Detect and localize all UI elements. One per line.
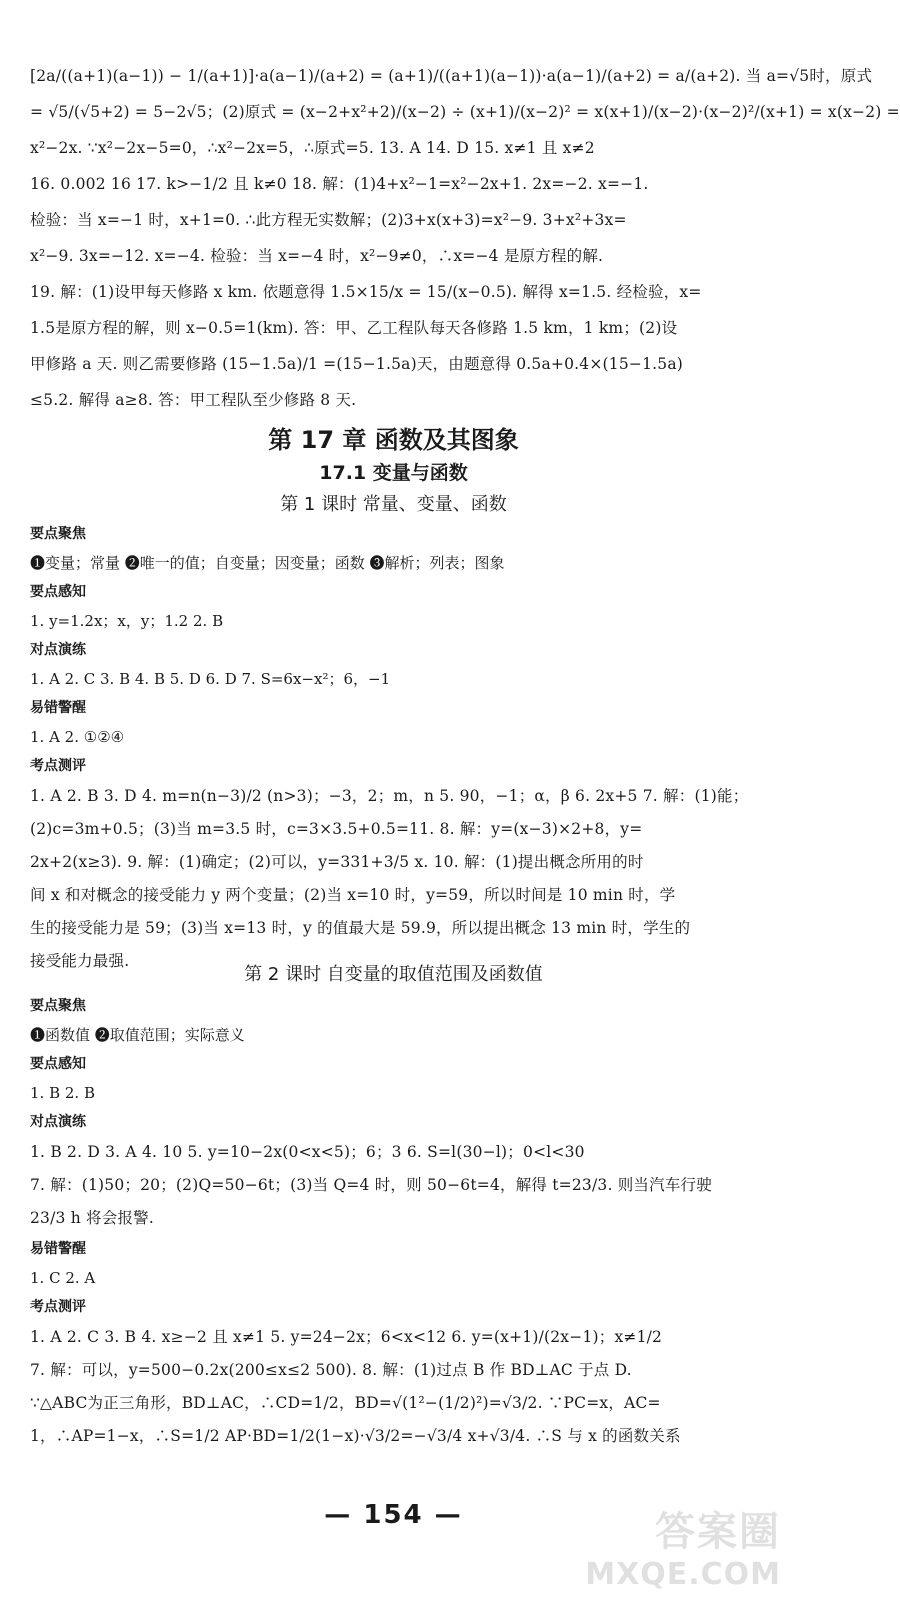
answer-line: 1. A 2. C 3. B 4. x≥−2 且 x≠1 5. y=24−2x；6<x<12 6. y=(x+1)/(2x−1)；x≠1/2	[30, 1328, 663, 1346]
answer-line: = √5/(√5+2) = 5−2√5；(2)原式 = (x−2+x²+2)/(x−2) ÷ (x+1)/(x−2)² = x(x+1)/(x−2)·(x−2)²/(x+1) = x(x−2) =	[30, 103, 900, 121]
answer-line: x²−2x. ∵x²−2x−5=0，∴x²−2x=5，∴原式=5. 13. A 14. D 15. x≠1 且 x≠2	[30, 139, 595, 157]
section-heading: 要点感知	[30, 584, 86, 600]
site-watermark	[585, 1500, 781, 1592]
answer-line: 23/3 h 将会报警.	[30, 1209, 154, 1227]
lesson-title: 第 1 课时 常量、变量、函数	[280, 494, 507, 515]
answer-line: 生的接受能力是 59；(3)当 x=13 时，y 的值最大是 59.9，所以提出概念 13 min 时，学生的	[30, 919, 691, 937]
answer-line: 甲修路 a 天. 则乙需要修路 (15−1.5a)/1 =(15−1.5a)天，由题意得 0.5a+0.4×(15−1.5a)	[30, 355, 684, 373]
chapter-title: 第 17 章 函数及其图象	[268, 426, 519, 454]
watermark-url: MXQE.COM	[585, 1557, 781, 1592]
section-heading: 要点聚焦	[30, 998, 86, 1014]
previous-answers-block	[30, 58, 900, 418]
answer-line: ≤5.2. 解得 a≥8. 答：甲工程队至少修路 8 天.	[30, 391, 357, 409]
answer-line: 1. A 2. B 3. D 4. m=n(n−3)/2 (n>3)；−3，2；m，n 5. 90，−1；α，β 6. 2x+5 7. 解：(1)能；	[30, 787, 749, 805]
answer-line: 19. 解：(1)设甲每天修路 x km. 依题意得 1.5×15/x = 15/(x−0.5). 解得 x=1.5. 经检验，x=	[30, 283, 702, 301]
lesson1-block	[30, 520, 760, 978]
lesson2-block	[30, 992, 760, 1453]
answer-line: ❶变量；常量 ❷唯一的值；自变量；因变量；函数 ❸解析；列表；图象	[30, 554, 505, 572]
answer-line: (2)c=3m+0.5；(3)当 m=3.5 时，c=3×3.5+0.5=11. 8. 解：y=(x−3)×2+8，y=	[30, 820, 643, 838]
answer-line: 1. y=1.2x；x，y；1.2 2. B	[30, 612, 224, 630]
answer-line: 接受能力最强.	[30, 952, 130, 970]
section-heading: 易错警醒	[30, 1241, 86, 1257]
watermark-logo-text: 答案圈	[655, 1509, 781, 1555]
answer-line: 检验：当 x=−1 时，x+1=0. ∴此方程无实数解；(2)3+x(x+3)=x²−9. 3+x²+3x=	[30, 211, 627, 229]
answer-line: 2x+2(x≥3). 9. 解：(1)确定；(2)可以，y=331+3/5 x. 10. 解：(1)提出概念所用的时	[30, 853, 644, 871]
answer-line: 7. 解：可以，y=500−0.2x(200≤x≤2 500). 8. 解：(1)过点 B 作 BD⊥AC 于点 D.	[30, 1361, 632, 1379]
answer-line: 7. 解：(1)50；20；(2)Q=50−6t；(3)当 Q=4 时，则 50−6t=4，解得 t=23/3. 则当汽车行驶	[30, 1176, 712, 1194]
lesson-title: 第 2 课时 自变量的取值范围及函数值	[244, 964, 543, 985]
answer-line: 间 x 和对概念的接受能力 y 两个变量；(2)当 x=10 时，y=59，所以时间是 10 min 时，学	[30, 886, 676, 904]
answer-line: 1. B 2. B	[30, 1084, 95, 1102]
answer-line: 1. A 2. ①②④	[30, 728, 125, 746]
section-heading: 对点演练	[30, 642, 86, 658]
answer-line: 1.5是原方程的解，则 x−0.5=1(km). 答：甲、乙工程队每天各修路 1.5 km，1 km；(2)设	[30, 319, 678, 337]
section-heading: 考点测评	[30, 758, 86, 774]
answer-line: x²−9. 3x=−12. x=−4. 检验：当 x=−4 时，x²−9≠0，∴x=−4 是原方程的解.	[30, 247, 604, 265]
answer-line: [2a/((a+1)(a−1)) − 1/(a+1)]·a(a−1)/(a+2) = (a+1)/((a+1)(a−1))·a(a−1)/(a+2) = a/(a+2). 当 a=√5时，原式	[30, 67, 873, 85]
section-heading: 要点感知	[30, 1056, 86, 1072]
section-title: 17.1 变量与函数	[319, 462, 468, 484]
section-heading: 对点演练	[30, 1114, 86, 1130]
answer-line: ∵△ABC为正三角形，BD⊥AC，∴CD=1/2，BD=√(1²−(1/2)²)=√3/2. ∵PC=x，AC=	[30, 1394, 661, 1412]
page-number: — 154 —	[324, 1500, 463, 1530]
section-heading: 考点测评	[30, 1299, 86, 1315]
answer-line: ❶函数值 ❷取值范围；实际意义	[30, 1026, 245, 1044]
answer-line: 1. C 2. A	[30, 1269, 96, 1287]
section-heading: 易错警醒	[30, 700, 86, 716]
answer-line: 1. A 2. C 3. B 4. B 5. D 6. D 7. S=6x−x²；6，−1	[30, 670, 391, 688]
answer-line: 16. 0.002 16 17. k>−1/2 且 k≠0 18. 解：(1)4+x²−1=x²−2x+1. 2x=−2. x=−1.	[30, 175, 649, 193]
answer-line: 1. B 2. D 3. A 4. 10 5. y=10−2x(0<x<5)；6；3 6. S=l(30−l)；0<l<30	[30, 1143, 585, 1161]
answer-line: 1，∴AP=1−x，∴S=1/2 AP·BD=1/2(1−x)·√3/2=−√3/4 x+√3/4. ∴S 与 x 的函数关系	[30, 1427, 681, 1445]
section-heading: 要点聚焦	[30, 526, 86, 542]
